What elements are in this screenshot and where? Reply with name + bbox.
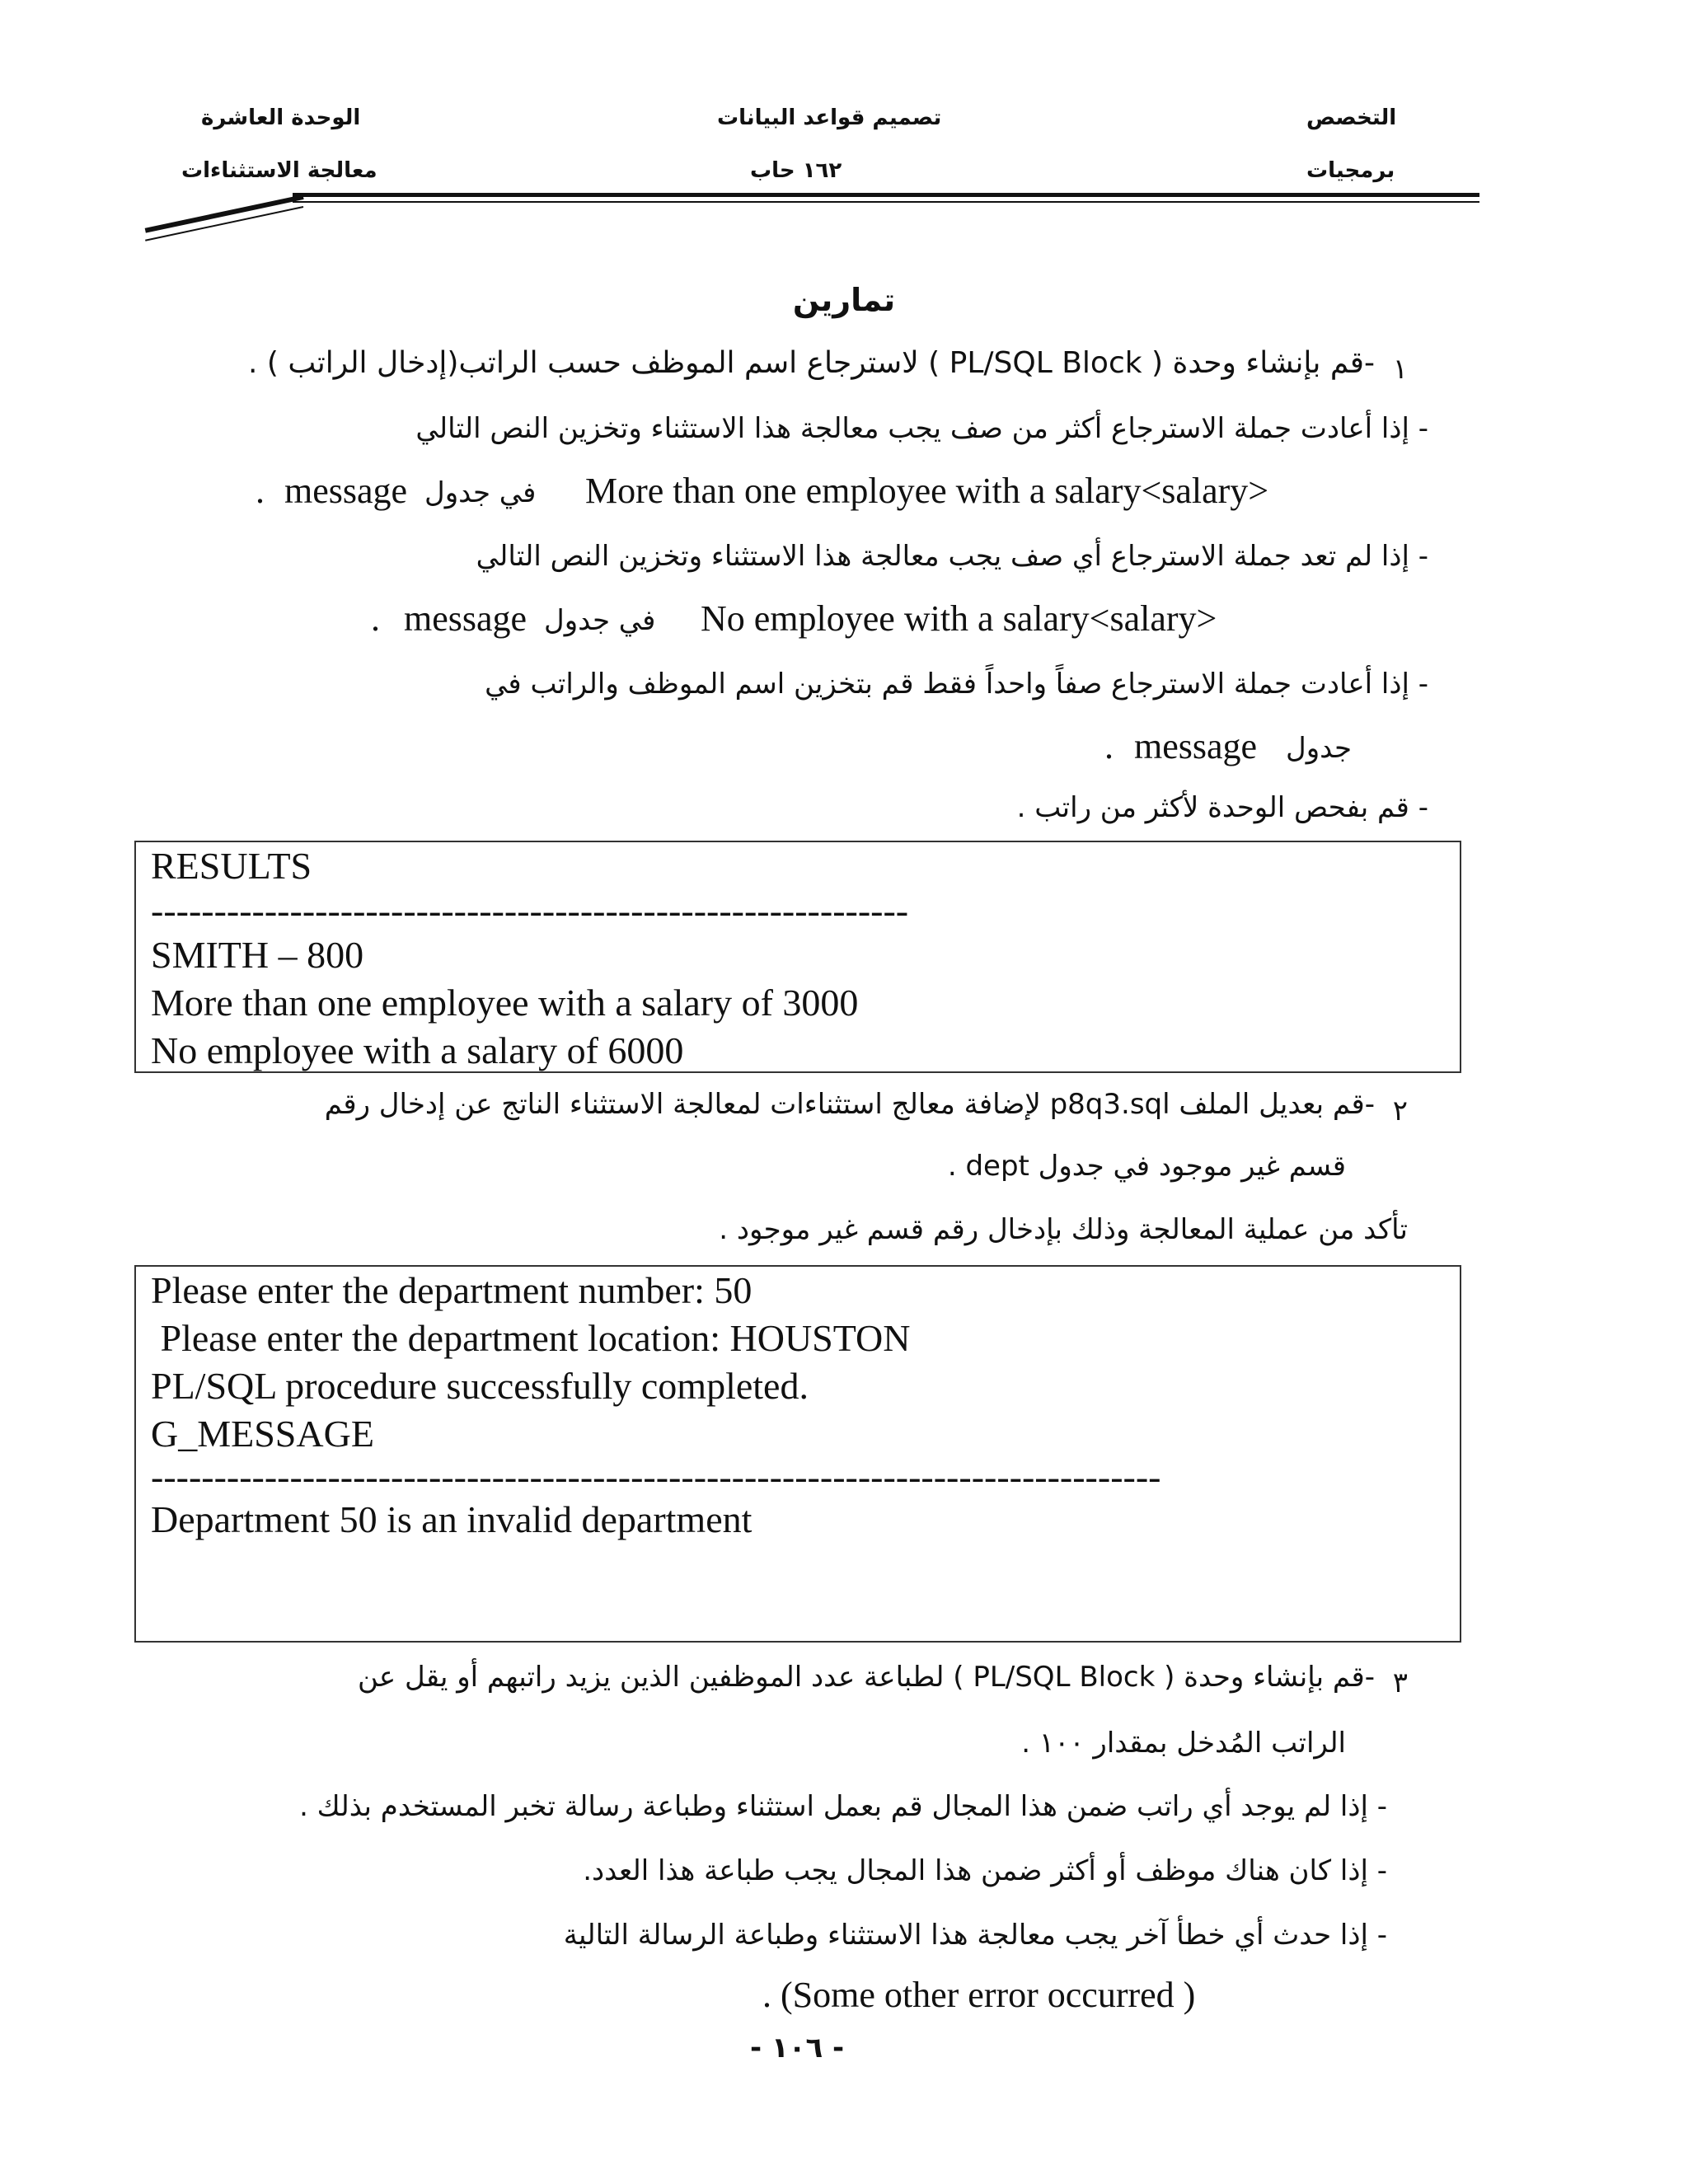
- output-line: Department 50 is an invalid department: [151, 1498, 753, 1540]
- exercise-1-bullet-2-output: [371, 598, 1319, 647]
- period: .: [256, 471, 265, 511]
- output-line: SMITH – 800: [151, 934, 364, 976]
- header-course-code: ١٦٢ حاب: [750, 158, 842, 183]
- exercise-1-text: -قم بإنشاء وحدة ( PL/SQL Block ) لاسترجاع اسم الموظف حسب الراتب(إدخال الراتب ) .: [247, 346, 1375, 380]
- output-line: More than one employee with a salary of 3000: [151, 982, 859, 1024]
- output-line: Please enter the department number: 50: [151, 1269, 753, 1311]
- period: .: [1104, 726, 1114, 766]
- in-table-label: في جدول: [424, 476, 537, 509]
- exercise-1-bullet-2: - إذا لم تعد جملة الاسترجاع أي صف يجب معالجة هذا الاستثناء وتخزين النص التالي: [476, 540, 1428, 573]
- page-number: - ١٠٦ -: [750, 2032, 845, 2064]
- exercise-3-bullet-3: - إذا حدث أي خطأ آخر يجب معالجة هذا الاستثناء وطباعة الرسالة التالية: [563, 1919, 1387, 1952]
- output-line: --------------------------------------------------------------------------------: [151, 1455, 1161, 1497]
- header-rule: [293, 193, 1479, 197]
- exercise-1-bullet-4: - قم بفحص الوحدة لأكثر من راتب .: [1016, 791, 1428, 824]
- period: .: [371, 598, 380, 639]
- header-unit-number: الوحدة العاشرة: [201, 105, 361, 130]
- exercise-3-error-message: . (Some other error occurred ): [762, 1975, 1196, 2015]
- exercise-1-number: ١: [1392, 353, 1408, 386]
- results-output-box: [134, 841, 1461, 1073]
- exercise-2-text-line-2: قسم غير موجود في جدول dept .: [947, 1150, 1346, 1183]
- exercise-1-bullet-3: - إذا أعادت جملة الاسترجاع صفاً واحداً فقط قم بتخزين اسم الموظف والراتب في: [485, 668, 1428, 701]
- message-table-name: message: [1134, 726, 1258, 766]
- table-label: جدول: [1286, 732, 1352, 765]
- exercise-2-verify: تأكد من عملية المعالجة وذلك بإدخال رقم قسم غير موجود .: [719, 1213, 1408, 1246]
- output-text: More than one employee with a salary<salary>: [585, 471, 1269, 511]
- output-line: No employee with a salary of 6000: [151, 1029, 684, 1071]
- output-line: ------------------------------------------------------------: [151, 889, 909, 931]
- exercise-3-bullet-1: - إذا لم يوجد أي راتب ضمن هذا المجال قم بعمل استثناء وطباعة رسالة تخبر المستخدم بذلك .: [299, 1790, 1387, 1823]
- output-line: PL/SQL procedure successfully completed.: [151, 1365, 809, 1407]
- exercise-2-text: -قم بعديل الملف p8q3.sql لإضافة معالج استثناءات لمعالجة الاستثناء الناتج عن إدخال رقم: [324, 1088, 1375, 1121]
- output-line: Please enter the department location: HOUSTON: [151, 1317, 911, 1359]
- exercise-3-text-line-2: الراتب المُدخل بمقدار ١٠٠ .: [1021, 1727, 1346, 1760]
- exercise-2-number: ٢: [1392, 1094, 1408, 1127]
- output-text: No employee with a salary<salary>: [701, 598, 1217, 639]
- output-line: RESULTS: [151, 845, 312, 887]
- header-rule-diagonal: [145, 194, 304, 233]
- header-specialization-label: التخصص: [1306, 105, 1397, 130]
- exercise-1-bullet-1: - إذا أعادت جملة الاسترجاع أكثر من صف يجب معالجة هذا الاستثناء وتخزين النص التالي: [415, 412, 1428, 445]
- page-title: تمارين: [792, 282, 896, 318]
- department-output-box: [134, 1265, 1461, 1643]
- header-rule-thin: [293, 201, 1479, 203]
- exercise-3-text: -قم بإنشاء وحدة ( PL/SQL Block ) لطباعة عدد الموظفين الذين يزيد راتبهم أو يقل عن: [358, 1661, 1375, 1694]
- header-unit-title: معالجة الاستثناءات: [181, 158, 377, 183]
- exercise-3-bullet-2: - إذا كان هناك موظف أو أكثر ضمن هذا المجال يجب طباعة هذا العدد.: [583, 1854, 1387, 1887]
- message-table-name: message: [284, 471, 408, 511]
- message-table-name: message: [404, 598, 528, 639]
- in-table-label: في جدول: [544, 604, 656, 637]
- header-course-title: تصميم قواعد البيانات: [717, 105, 942, 130]
- header-specialization-value: برمجيات: [1306, 158, 1395, 183]
- exercise-1-bullet-3-output: [1104, 725, 1376, 775]
- output-line: G_MESSAGE: [151, 1413, 374, 1455]
- exercise-1-bullet-1-output: [256, 470, 1393, 519]
- exercise-3-number: ٣: [1392, 1666, 1408, 1699]
